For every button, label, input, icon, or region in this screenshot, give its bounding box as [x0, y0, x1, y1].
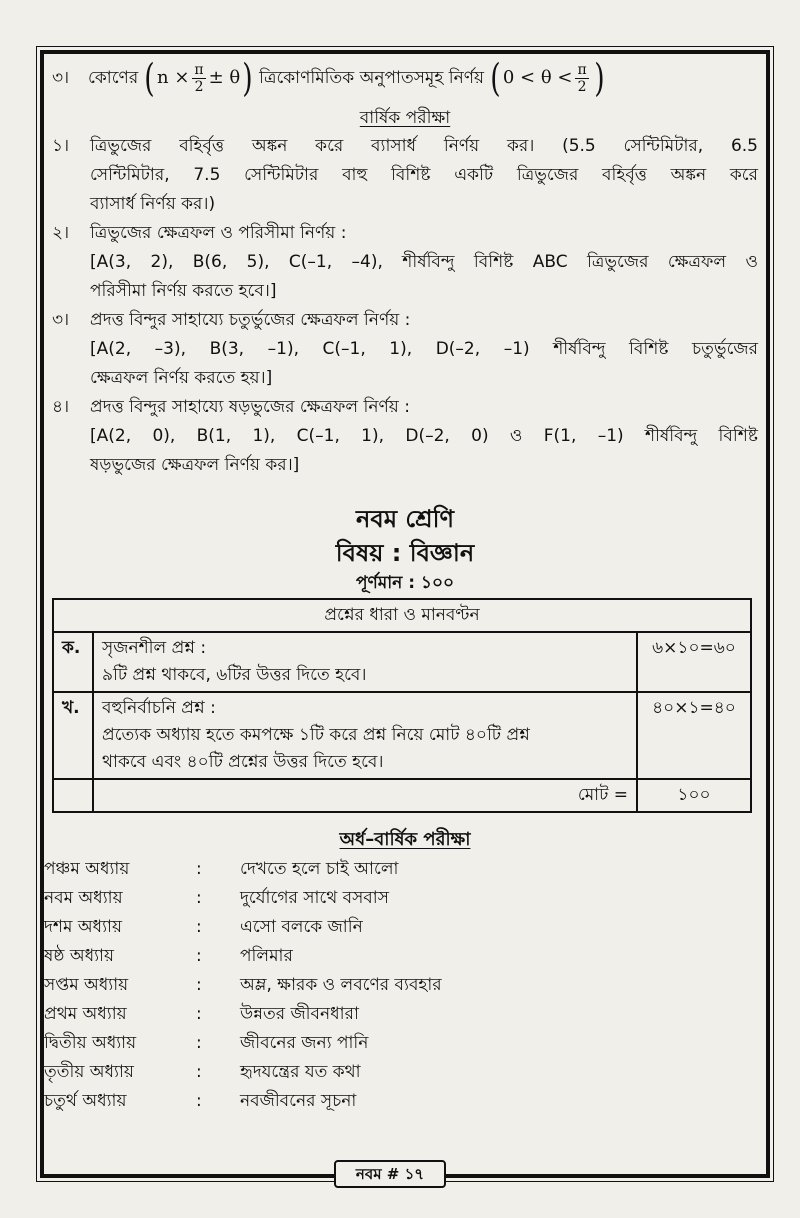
annual-item-4: ৪। প্রদত্ত বিন্দুর সাহায্যে ষড়ভুজের ক্ষেত্রফল নির্ণয় : [A(2, 0), B(1, 1), C(–1, 1), D(–2, 0) ও F(1, –1) শীর্ষবিন্দু বিশিষ্ট ষড়ভুজের ক্ষেত্রফল নির্ণয় কর।]	[52, 397, 758, 475]
angle-condition: ( 0 < θ < $\frac{\pi}{2}$ )	[490, 56, 605, 100]
list-item: পঞ্চম অধ্যায় : দেখতে হলে চাই আলো	[44, 859, 399, 879]
class-title: নবম শ্রেণি	[356, 505, 454, 533]
half-yearly-heading: অর্ধ–বার্ষিক পরীক্ষা	[339, 829, 471, 850]
page-number-footer: নবম # ১৭	[334, 1160, 446, 1188]
table-header: প্রশ্নের ধারা ও মানবণ্টন	[53, 599, 751, 632]
item-number: ৩।	[52, 68, 70, 88]
list-item: দশম অধ্যায় : এসো বলকে জানি	[44, 917, 363, 937]
trig-item	[52, 56, 758, 100]
annual-exam-heading: বার্ষিক পরীক্ষা	[359, 108, 451, 128]
annual-item-1: ১। ত্রিভুজের বহির্বৃত্ত অঙ্কন করে ব্যাসার্ধ নির্ণয় কর। (5.5 সেন্টিমিটার, 6.5 সেন্টিমিটার, 7.5 সেন্টিমিটার বাহু বিশিষ্ট একটি ত্রিভুজের বহির্বৃত্ত অঙ্কন করে ব্যাসার্ধ নির্ণয় কর।)	[52, 136, 758, 214]
pi-over-two: $\frac{\pi}{2}$	[194, 61, 204, 95]
cond-pi-over-two: $\frac{\pi}{2}$	[577, 61, 587, 95]
trig-text-before: কোণের	[88, 68, 139, 88]
annual-item-3: ৩। প্রদত্ত বিন্দুর সাহায্যে চতুর্ভুজের ক্ষেত্রফল নির্ণয় : [A(2, –3), B(3, –1), C(–1, 1), D(–2, –1) শীর্ষবিন্দু বিশিষ্ট চতুর্ভুজের ক্ষেত্রফল নির্ণয় করতে হয়।]	[52, 310, 758, 388]
angle-formula: ( n × $\frac{\pi}{2}$ ± θ )	[144, 56, 253, 100]
list-item: নবম অধ্যায় : দুর্যোগের সাথে বসবাস	[44, 888, 389, 908]
trig-text-after: ত্রিকোণমিতিক অনুপাতসমূহ নির্ণয়	[259, 68, 485, 88]
table-total-row: মোট = ১০০	[53, 779, 751, 812]
marks-distribution-table	[52, 598, 752, 813]
list-item: সপ্তম অধ্যায় : অম্ল, ক্ষারক ও লবণের ব্যবহার	[44, 975, 442, 995]
list-item: ষষ্ঠ অধ্যায় : পলিমার	[44, 946, 293, 966]
list-item: দ্বিতীয় অধ্যায় : জীবনের জন্য পানি	[44, 1033, 369, 1053]
full-marks: পূর্ণমান : ১০০	[355, 573, 455, 593]
table-row: ক. সৃজনশীল প্রশ্ন : ৯টি প্রশ্ন থাকবে, ৬টির উত্তর দিতে হবে। ৬×১০=৬০	[53, 632, 751, 692]
list-item: চতুর্থ অধ্যায় : নবজীবনের সূচনা	[44, 1091, 357, 1111]
annual-item-2: ২। ত্রিভুজের ক্ষেত্রফল ও পরিসীমা নির্ণয় : [A(3, 2), B(6, 5), C(–1, –4), শীর্ষবিন্দু বিশিষ্ট ABC ত্রিভুজের ক্ষেত্রফল ও পরিসীমা নির্ণয় করতে হবে।]	[52, 223, 758, 301]
table-row: খ. বহুনির্বাচনি প্রশ্ন : প্রত্যেক অধ্যায় হতে কমপক্ষে ১টি করে প্রশ্ন নিয়ে মোট ৪০টি প্রশ্ন থাকবে এবং ৪০টি প্রশ্নের উত্তর দিতে হবে। ৪০×১=৪০	[53, 692, 751, 779]
subject-title: বিষয় : বিজ্ঞান	[335, 539, 475, 567]
list-item: প্রথম অধ্যায় : উন্নতর জীবনধারা	[44, 1004, 359, 1024]
chapter-list	[44, 855, 758, 1116]
page-content	[44, 56, 758, 1116]
list-item: তৃতীয় অধ্যায় : হৃদযন্ত্রের যত কথা	[44, 1062, 361, 1082]
